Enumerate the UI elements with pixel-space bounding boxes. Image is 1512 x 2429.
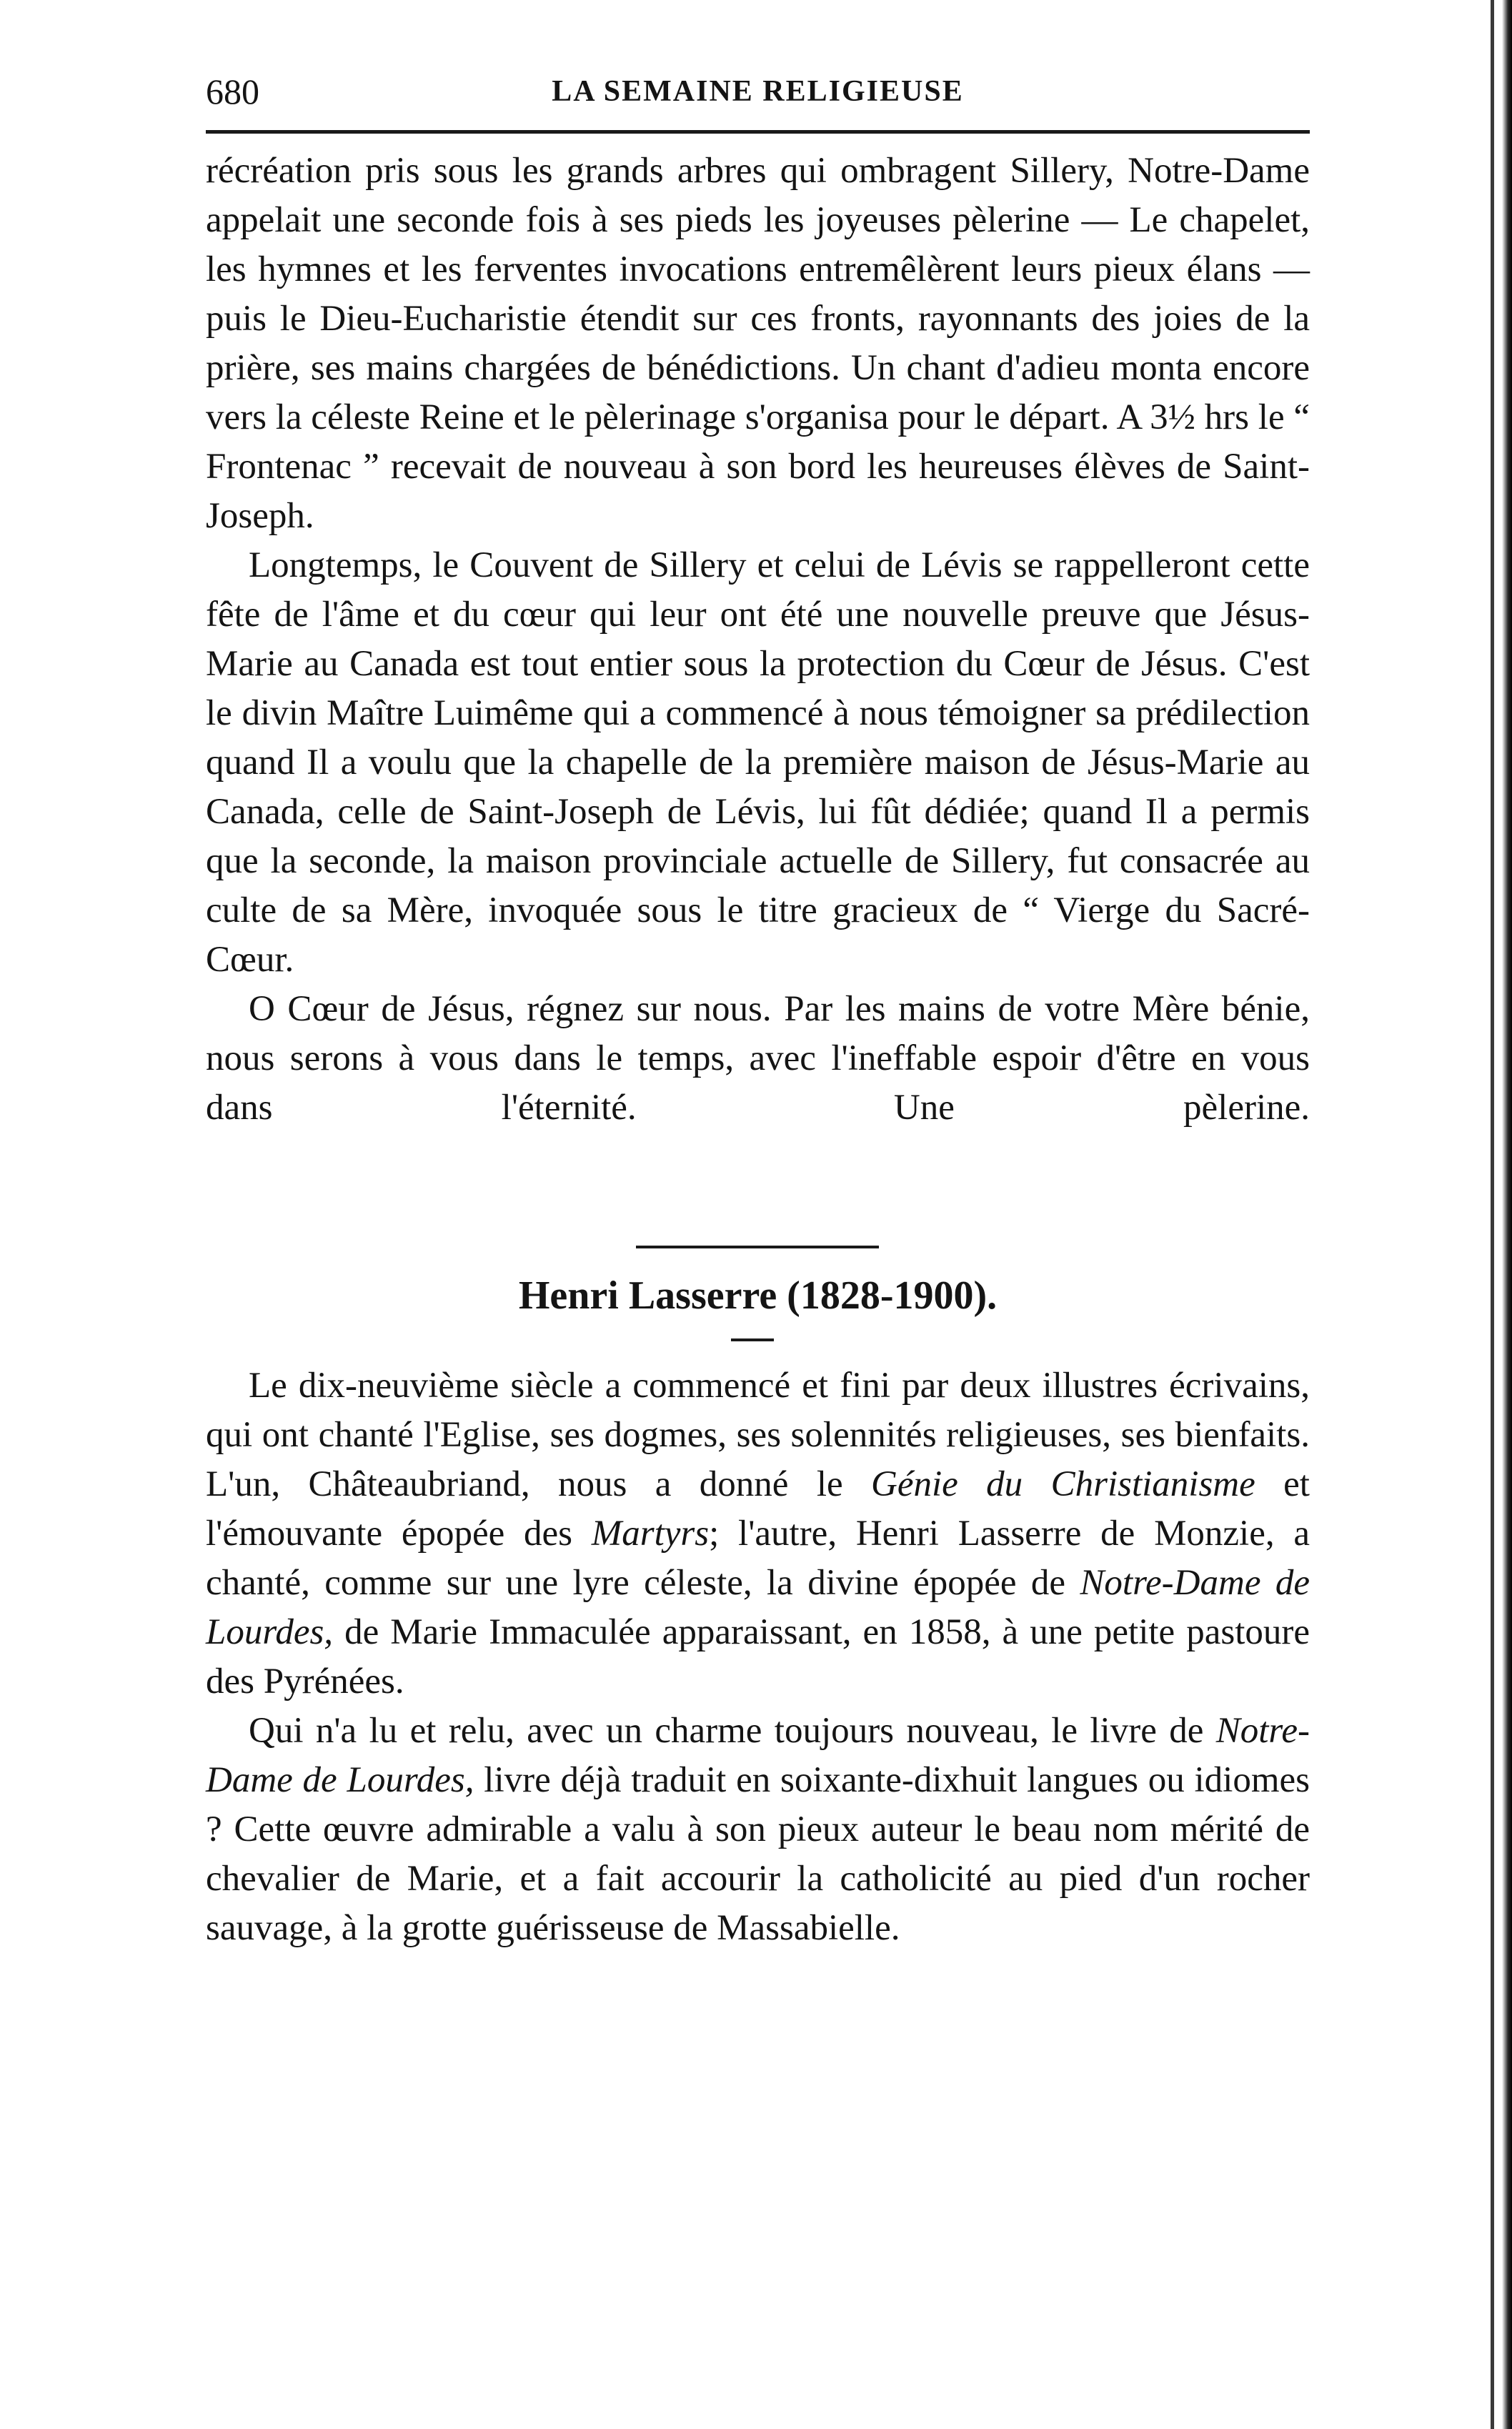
text-run: Le dix-neuvième siècle a commencé et fini par deux illustres écrivains, qui ont chanté l'Eglise, ses dogmes, ses solennités religieuses, ses bienfaits. L'un, Châteaubriand, nous a donné le <box>206 1366 1310 1504</box>
header-rule <box>206 130 1310 134</box>
book-title: Martyrs <box>591 1514 710 1554</box>
running-title: LA SEMAINE RELIGIEUSE <box>552 75 964 108</box>
signature: Une pèlerine. <box>893 1088 1310 1128</box>
paragraph-with-signature <box>206 985 1310 1133</box>
binding-edge <box>1491 0 1494 2429</box>
book-title: Notre-Dame de Lourdes, <box>206 1711 1310 1800</box>
title-rule <box>731 1338 774 1341</box>
binding-shadow <box>1502 0 1512 2429</box>
text-run: et l'émouvante épopée des <box>206 1464 1310 1554</box>
paragraph <box>206 1707 1310 1953</box>
book-title: Génie du Christianisme <box>871 1464 1255 1504</box>
paragraph: O Cœur de Jésus, régnez sur nous. Par les mains de votre Mère bénie, nous serons à vous dans le temps, avec l'ineffable espoir d'être en vous dans l'éternité. <box>206 989 1310 1128</box>
page-number: 680 <box>206 71 259 111</box>
paragraph <box>206 1361 1310 1707</box>
section-separator <box>636 1246 879 1248</box>
paragraph: récréation pris sous les grands arbres qui ombragent Sillery, Notre-Dame appelait une seconde fois à ses pieds les joyeuses pèlerine — Le chapelet, les hymnes et les ferventes invocations entremêlèrent leurs pieux élans — puis le Dieu-Eucharistie étendit sur ces fronts, rayonnants des joies de la prière, ses mains chargées de bénédictions. Un chant d'adieu monta encore vers la céleste Reine et le pèlerinage s'organisa pour le départ. A 3½ hrs le “ Frontenac ” recevait de nouveau à son bord les heureuses élèves de Saint-Joseph. <box>206 151 1310 536</box>
text-run: ; l'autre, Henri Lasserre de Monzie, a chanté, comme sur une lyre céleste, la divine épopée de <box>206 1514 1310 1603</box>
book-title: Notre-Dame de Lourdes, <box>206 1563 1310 1652</box>
text-run: Qui n'a lu et relu, avec un charme toujours nouveau, le livre de <box>249 1711 1216 1751</box>
page-header <box>206 70 1310 113</box>
section-title: Henri Lasserre (1828-1900). <box>518 1273 998 1318</box>
text-run: livre déjà traduit en soixante-dixhuit langues ou idiomes ? Cette œuvre admirable a valu à son pieux auteur le beau nom mérité de chevalier de Marie, et a fait accourir la catholicité au pied d'un rocher sauvage, à la grotte guérisseuse de Massabielle. <box>206 1760 1310 1948</box>
article-1-body <box>206 146 1310 1133</box>
article-2-body <box>206 1361 1310 1953</box>
paragraph: Longtemps, le Couvent de Sillery et celui de Lévis se rappelleront cette fête de l'âme et du cœur qui leur ont été une nouvelle preuve que Jésus-Marie au Canada est tout entier sous la protection du Cœur de Jésus. C'est le divin Maître Luimême qui a commencé à nous témoigner sa prédilection quand Il a voulu que la chapelle de la première maison de Jésus-Marie au Canada, celle de Saint-Joseph de Lévis, lui fût dédiée; quand Il a permis que la seconde, la maison provinciale actuelle de Sillery, fut consacrée au culte de sa Mère, invoquée sous le titre gracieux de “ Vierge du Sacré-Cœur. <box>206 545 1310 980</box>
text-run: de Marie Immaculée apparaissant, en 1858, à une petite pastoure des Pyrénées. <box>206 1612 1310 1702</box>
